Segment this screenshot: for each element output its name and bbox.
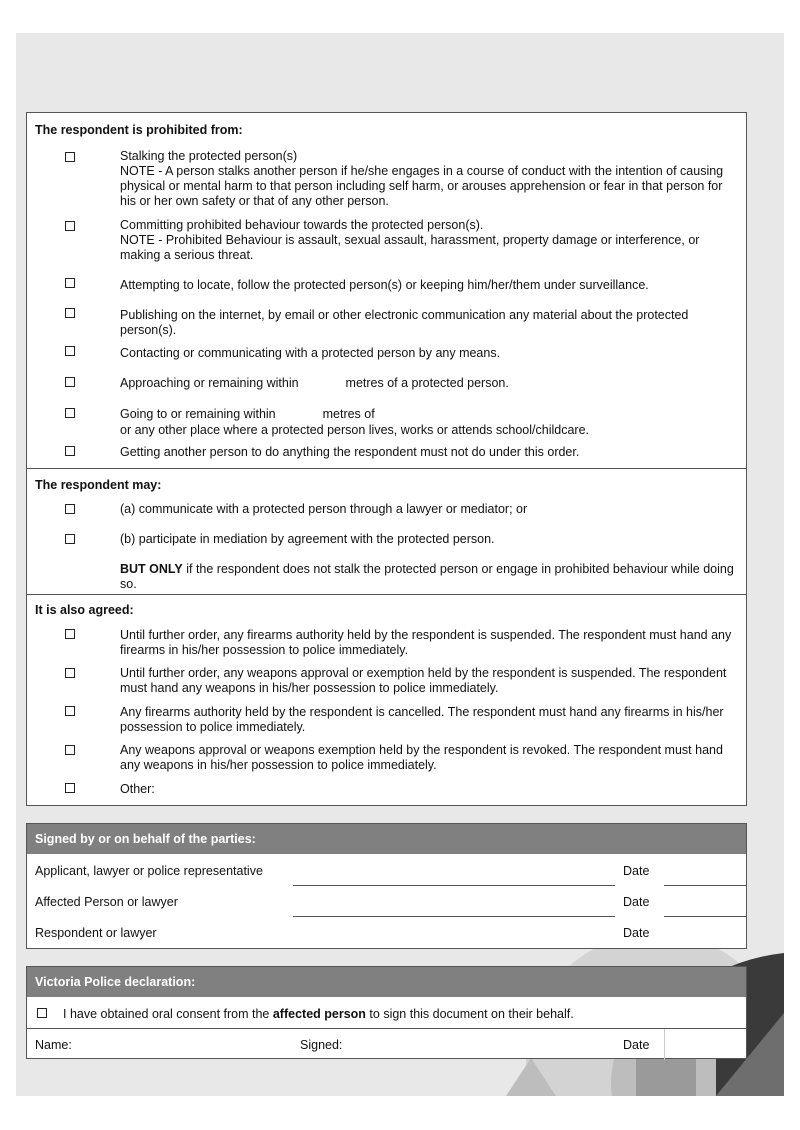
item-prohibited-behaviour-text: Committing prohibited behaviour towards the protected person(s). bbox=[120, 218, 484, 232]
consent-text bbox=[63, 1007, 574, 1021]
item-going-to-note: or any other place where a protected person lives, works or attends school/childcare. bbox=[120, 423, 589, 437]
item-mediation: (b) participate in mediation by agreement with the protected person. bbox=[120, 532, 495, 546]
agreed-heading: It is also agreed: bbox=[35, 603, 134, 617]
consent-affected-person: affected person bbox=[272, 1007, 366, 1021]
checkbox-locate-follow[interactable] bbox=[65, 278, 75, 288]
police-heading: Victoria Police declaration: bbox=[27, 967, 746, 997]
checkbox-publishing[interactable] bbox=[65, 308, 75, 318]
checkbox-going-to[interactable] bbox=[65, 408, 75, 418]
checkbox-prohibited-behaviour[interactable] bbox=[65, 221, 75, 231]
but-only-bold: BUT ONLY bbox=[120, 562, 183, 576]
signed-field[interactable] bbox=[357, 1029, 607, 1060]
item-firearms-cancelled: Any firearms authority held by the respondent is cancelled. The respondent must hand any firearms in his/her possession to police immediately. bbox=[120, 705, 724, 734]
but-only-rest: if the respondent does not stalk the protected person or engage in prohibited behaviour while doing so. bbox=[120, 562, 734, 591]
item-going-to bbox=[120, 407, 740, 438]
checkbox-firearms-suspended[interactable] bbox=[65, 629, 75, 639]
item-approaching-text-b: metres of a protected person. bbox=[345, 376, 509, 390]
signature-row-applicant bbox=[27, 855, 746, 886]
item-going-to-text-b: metres of bbox=[322, 407, 375, 421]
checkbox-other[interactable] bbox=[65, 783, 75, 793]
item-locate-follow: Attempting to locate, follow the protected person(s) or keeping him/her/them under surveillance. bbox=[120, 278, 649, 292]
checkbox-stalking[interactable] bbox=[65, 152, 75, 162]
row-label: Affected Person or lawyer bbox=[35, 895, 178, 909]
date-label: Date bbox=[623, 895, 650, 909]
name-field[interactable] bbox=[87, 1029, 287, 1060]
item-publishing: Publishing on the internet, by email or other electronic communication any material about the protected person(s). bbox=[120, 308, 689, 337]
name-label: Name: bbox=[35, 1038, 72, 1052]
checkbox-oral-consent[interactable] bbox=[37, 1008, 47, 1018]
conditions-panel bbox=[26, 112, 747, 806]
signed-panel bbox=[26, 823, 747, 949]
police-panel bbox=[26, 966, 747, 1059]
police-sign-row bbox=[27, 1029, 746, 1060]
item-prohibited-behaviour-note: NOTE - Prohibited Behaviour is assault, sexual assault, harassment, property damage or interference, or making a serious threat. bbox=[120, 233, 700, 262]
item-weapons-suspended: Until further order, any weapons approval or exemption held by the respondent is suspended. The respondent must hand any weapons in his/her possession to police immediately. bbox=[120, 666, 727, 695]
row-label: Applicant, lawyer or police representative bbox=[35, 864, 263, 878]
signed-label: Signed: bbox=[300, 1038, 343, 1052]
item-contacting: Contacting or communicating with a protected person by any means. bbox=[120, 346, 501, 360]
checkbox-weapons-suspended[interactable] bbox=[65, 668, 75, 678]
item-firearms-suspended: Until further order, any firearms authority held by the respondent is suspended. The respondent must hand any firearms in his/her possession to police immediately. bbox=[120, 628, 732, 657]
item-prohibited-behaviour bbox=[120, 218, 740, 263]
item-stalking-text: Stalking the protected person(s) bbox=[120, 149, 298, 163]
item-approaching bbox=[120, 376, 740, 391]
item-other: Other: bbox=[120, 782, 155, 796]
row-label: Respondent or lawyer bbox=[35, 926, 157, 940]
item-communicate-lawyer: (a) communicate with a protected person through a lawyer or mediator; or bbox=[120, 502, 528, 516]
checkbox-weapons-revoked[interactable] bbox=[65, 745, 75, 755]
may-heading: The respondent may: bbox=[35, 478, 162, 492]
checkbox-firearms-cancelled[interactable] bbox=[65, 706, 75, 716]
date-field-police[interactable] bbox=[664, 1029, 746, 1060]
item-going-to-text-a: Going to or remaining within bbox=[120, 407, 276, 421]
divider bbox=[27, 468, 746, 469]
date-label: Date bbox=[623, 1038, 650, 1052]
checkbox-contacting[interactable] bbox=[65, 346, 75, 356]
date-label: Date bbox=[623, 864, 650, 878]
divider bbox=[27, 594, 746, 595]
item-weapons-revoked: Any weapons approval or weapons exemption held by the respondent is revoked. The respondent must hand any weapons in his/her possession to police immediately. bbox=[120, 743, 723, 772]
item-stalking bbox=[120, 149, 740, 209]
consent-row bbox=[27, 998, 746, 1029]
checkbox-another-person[interactable] bbox=[65, 446, 75, 456]
item-approaching-text-a: Approaching or remaining within bbox=[120, 376, 299, 390]
checkbox-approaching[interactable] bbox=[65, 377, 75, 387]
consent-text-a: I have obtained oral consent from the bbox=[63, 1007, 273, 1021]
but-only-clause bbox=[120, 562, 740, 592]
date-label: Date bbox=[623, 926, 650, 940]
signature-row-respondent bbox=[27, 917, 746, 948]
signature-row-affected bbox=[27, 886, 746, 917]
checkbox-communicate-lawyer[interactable] bbox=[65, 504, 75, 514]
item-another-person: Getting another person to do anything the respondent must not do under this order. bbox=[120, 445, 580, 459]
signed-heading: Signed by or on behalf of the parties: bbox=[27, 824, 746, 854]
item-stalking-note: NOTE - A person stalks another person if he/she engages in a course of conduct with the intention of causing physical or mental harm to that person including self harm, or arouses apprehension or fear in that person for his or her own safety or that of any other person. bbox=[120, 164, 724, 208]
consent-text-b: to sign this document on their behalf. bbox=[365, 1007, 574, 1021]
checkbox-mediation[interactable] bbox=[65, 534, 75, 544]
prohibited-heading: The respondent is prohibited from: bbox=[35, 123, 243, 137]
